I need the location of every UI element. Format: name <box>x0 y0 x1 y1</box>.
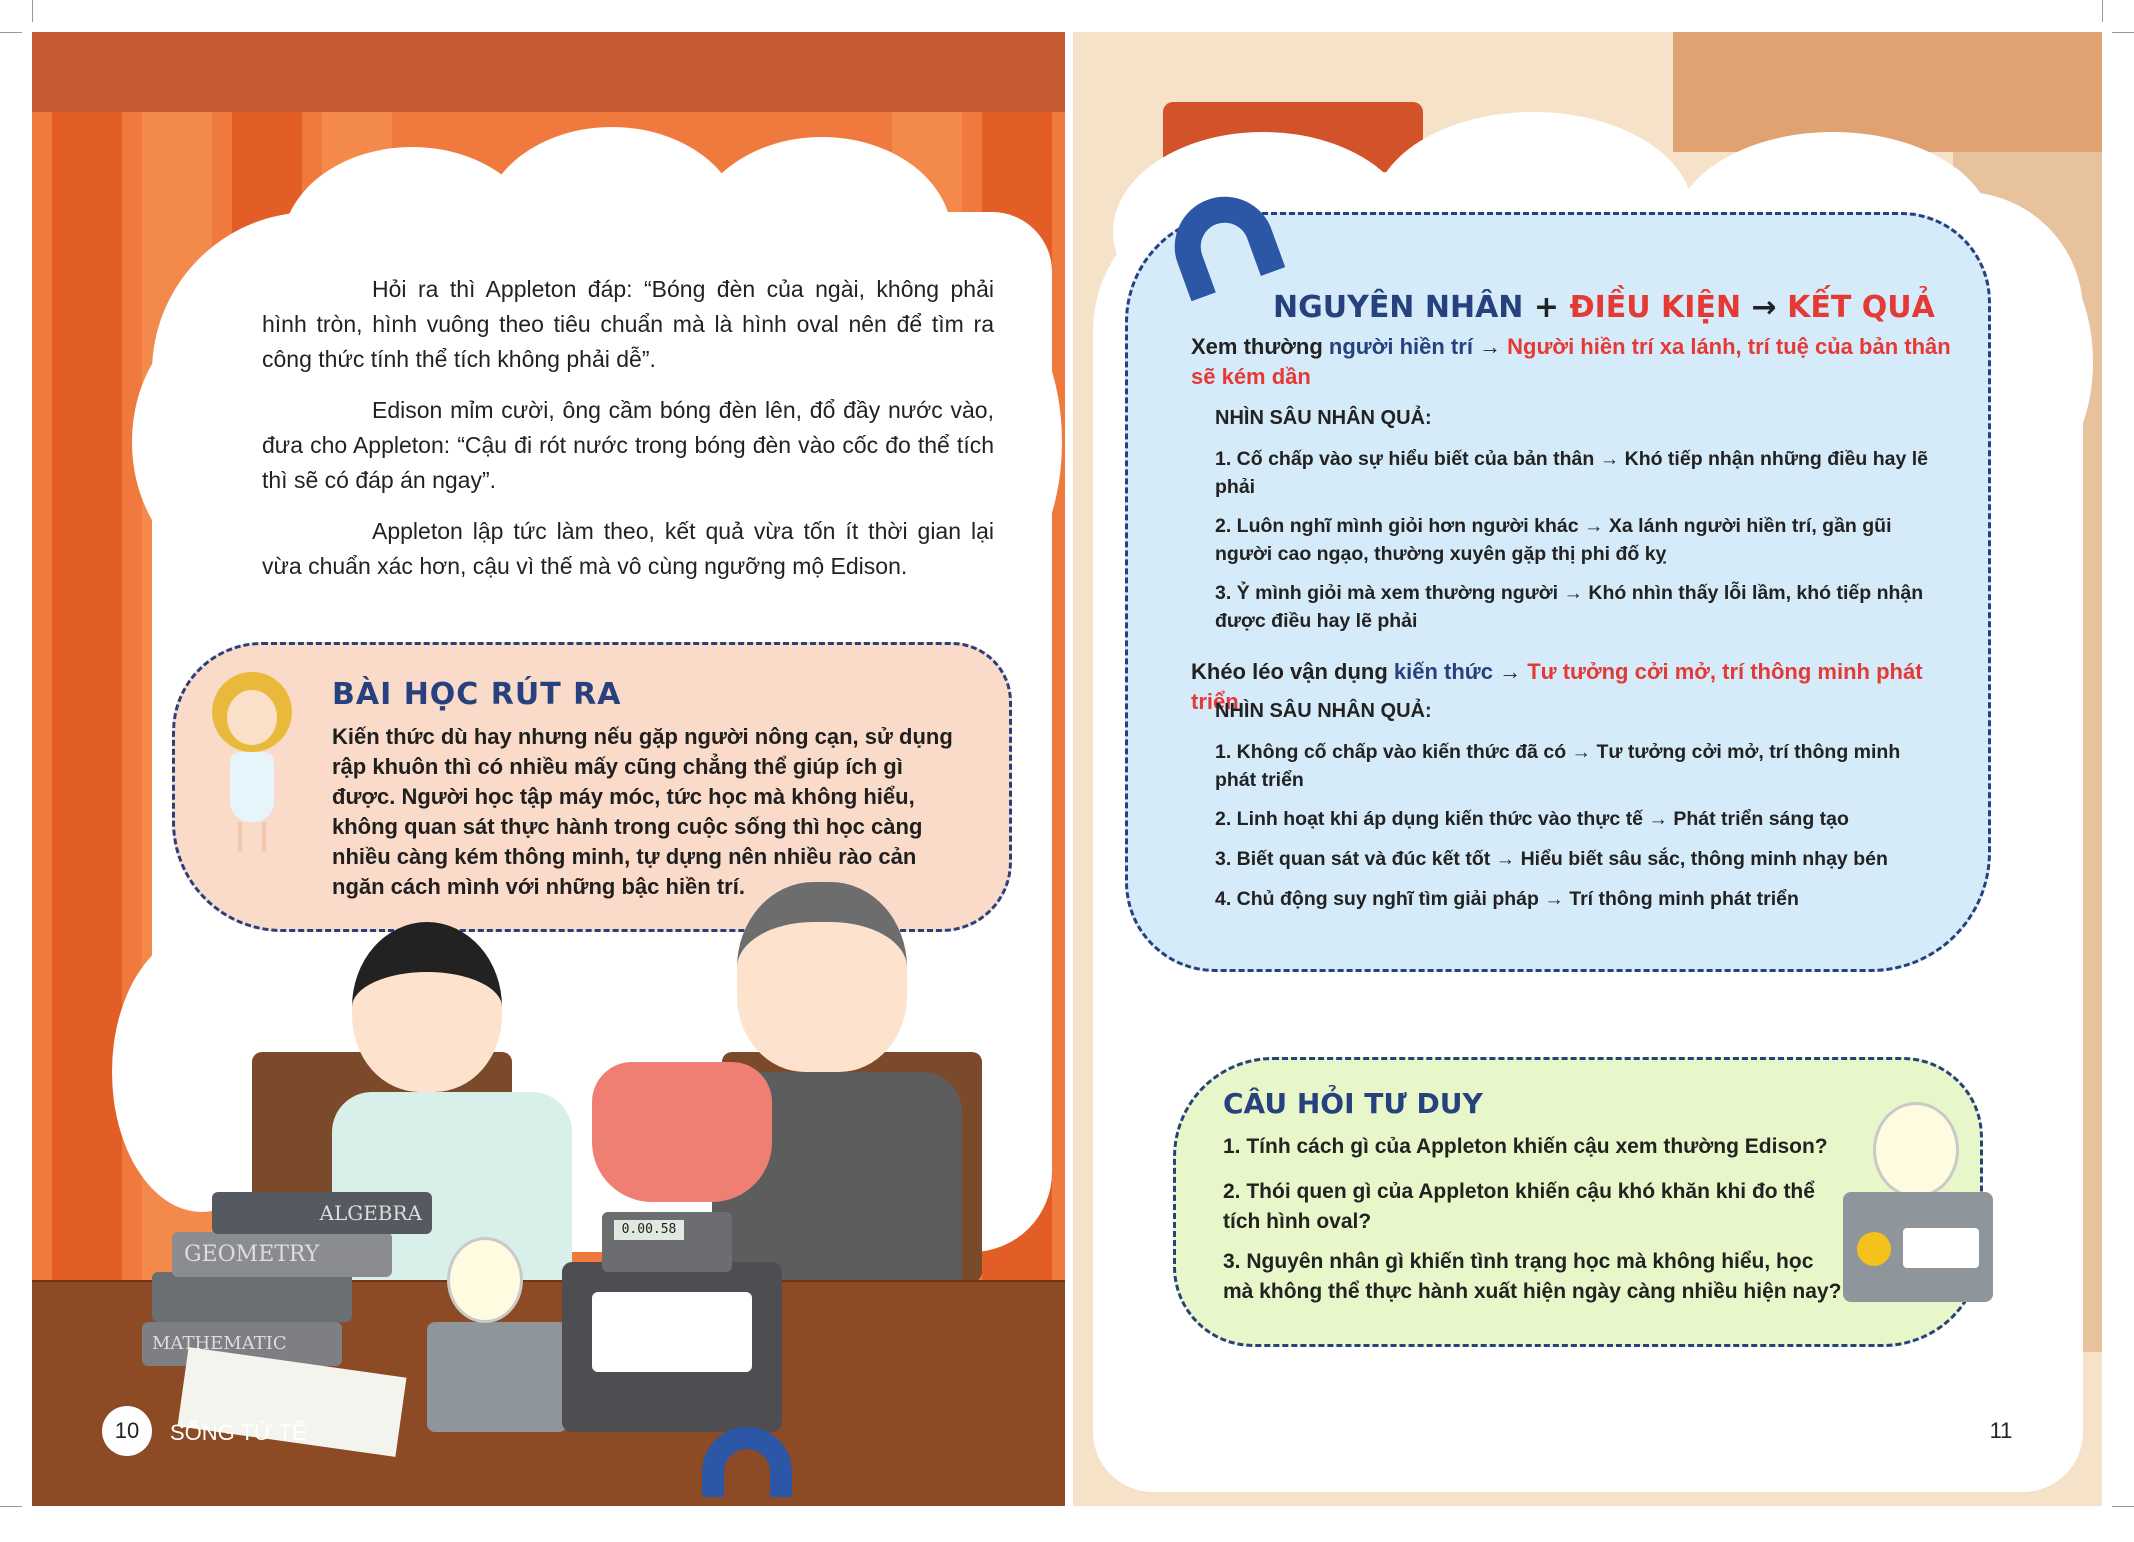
questions-title: CÂU HỎI TƯ DUY <box>1223 1087 1483 1120</box>
lead-highlight: kiến thức <box>1393 659 1493 684</box>
crop-mark <box>0 32 22 33</box>
story-paragraph: Edison mỉm cười, ông cầm bóng đèn lên, đổ đầy nước vào, đưa cho Appleton: “Cậu đi rót nước trong bóng đèn vào cốc đo thể tích thì sẽ có đáp án ngay”. <box>262 397 994 493</box>
section2-item: 1. Không cố chấp vào kiến thức đã có → Tư tưởng cởi mở, trí thông minh phát triển <box>1215 741 1901 791</box>
section1-item: 2. Luôn nghĩ mình giỏi hơn người khác → Xa lánh người hiền trí, gần gũi người cao ngạo, thường xuyên gặp thị phi đố kỵ <box>1215 515 1892 565</box>
formula-title <box>1273 290 1935 325</box>
section2-subhead: NHÌN SÂU NHÂN QUẢ: <box>1215 700 1432 722</box>
book-spine-geometry: GEOMETRY <box>172 1232 392 1277</box>
lightbulb <box>447 1237 523 1323</box>
left-page <box>32 32 1065 1506</box>
crop-mark <box>32 0 33 22</box>
lesson-text: Kiến thức dù hay nhưng nếu gặp người nông cạn, sử dụng rập khuôn thì có nhiều mấy cũng chẳng thể giúp ích gì được. Người học tập máy móc, tức học mà không hiểu, không quan sát thực hành trong cuộc sống thì học càng nhiều càng kém thông minh, tự dựng nên nhiều rào cản ngăn cách mình với những bậc hiền trí. <box>332 724 953 899</box>
question-item: 1. Tính cách gì của Appleton khiến cậu xem thường Edison? <box>1223 1135 1828 1158</box>
formula-condition: ĐIỀU KIỆN <box>1569 290 1742 325</box>
website-link[interactable]: GNH.VN/GIEOHAT <box>1779 1420 1969 1445</box>
crop-mark <box>0 1506 22 1507</box>
section2-item: 2. Linh hoạt khi áp dụng kiến thức vào thực tế → Phát triển sáng tạo <box>1215 808 1849 830</box>
lesson-title: BÀI HỌC RÚT RA <box>332 677 622 712</box>
story-text <box>262 272 994 600</box>
story-paragraph: Hỏi ra thì Appleton đáp: “Bóng đèn của ngài, không phải hình tròn, hình vuông theo tiêu chuẩn mà là hình oval nên để tìm ra công thức tính thể tích không phải dễ”. <box>262 276 994 372</box>
lightbulb <box>1873 1102 1959 1198</box>
book <box>152 1272 352 1322</box>
section2-item: 3. Biết quan sát và đúc kết tốt → Hiểu biết sâu sắc, thông minh nhạy bén <box>1215 848 1888 870</box>
section1-item: 1. Cố chấp vào sự hiểu biết của bản thân → Khó tiếp nhận những điều hay lẽ phải <box>1215 448 1928 498</box>
right-page <box>1073 32 2102 1506</box>
page-number-badge: 11 <box>1976 1406 2026 1456</box>
crop-mark <box>2112 32 2134 33</box>
lead-text: Khéo léo vận dụng <box>1191 659 1394 684</box>
crop-mark <box>2112 1506 2134 1507</box>
lead-text: Xem thường <box>1191 334 1329 359</box>
voltage-device <box>1843 1192 1993 1302</box>
lead-arrow: → <box>1472 334 1508 359</box>
edison-head <box>737 882 907 1072</box>
curtain-top <box>32 32 1065 112</box>
question-item: 3. Nguyên nhân gì khiến tình trạng học mà không hiểu, học mà không thể thực hành xuất hiện ngày càng nhiều hiện nay? <box>1223 1250 1842 1303</box>
formula-cause: NGUYÊN NHÂN <box>1273 290 1524 325</box>
page-gutter <box>1065 0 1073 1542</box>
formula-plus: + <box>1533 290 1559 325</box>
wall-panel <box>1673 32 2102 152</box>
curtain-fold <box>52 32 122 1282</box>
lead-arrow: → <box>1492 659 1528 684</box>
pitcher <box>592 1062 772 1202</box>
calculator <box>602 1212 732 1272</box>
story-paragraph: Appleton lập tức làm theo, kết quả vừa tốn ít thời gian lại vừa chuẩn xác hơn, cậu vì thế mà vô cùng ngưỡng mộ Edison. <box>262 518 994 579</box>
lead-result: Người hiền trí xa lánh, trí tuệ của bản thân sẽ kém dần <box>1191 334 1951 389</box>
calculator-display: 0.00.58 <box>614 1220 684 1240</box>
crop-mark <box>2102 0 2103 22</box>
formula-result: KẾT QUẢ <box>1787 290 1935 325</box>
lead-highlight: người hiền trí <box>1328 334 1473 359</box>
book-spine-mathematic: MATHEMATIC <box>142 1322 342 1366</box>
formula-arrow: → <box>1751 290 1777 325</box>
page-number-badge: 10 <box>102 1406 152 1456</box>
section1-item: 3. Ỷ mình giỏi mà xem thường người → Khó nhìn thấy lỗi lầm, khó tiếp nhận được điều hay lẽ phải <box>1215 582 1924 632</box>
voltage-device <box>427 1322 567 1432</box>
lead-result: Tư tưởng cởi mở, trí thông minh phát triển <box>1191 659 1923 714</box>
question-item: 2. Thói quen gì của Appleton khiến cậu khó khăn khi đo thể tích hình oval? <box>1223 1180 1815 1233</box>
book-spine-algebra: ALGEBRA <box>212 1192 432 1234</box>
section2-item: 4. Chủ động suy nghĩ tìm giải pháp → Trí thông minh phát triển <box>1215 888 1799 910</box>
section1-subhead: NHÌN SÂU NHÂN QUẢ: <box>1215 407 1432 429</box>
series-title: SỐNG TỬ TẾ <box>170 1420 307 1445</box>
boy-head <box>352 922 502 1092</box>
section1-lead <box>1191 332 1971 392</box>
meter-device <box>562 1262 782 1432</box>
girl-illustration <box>202 672 302 852</box>
